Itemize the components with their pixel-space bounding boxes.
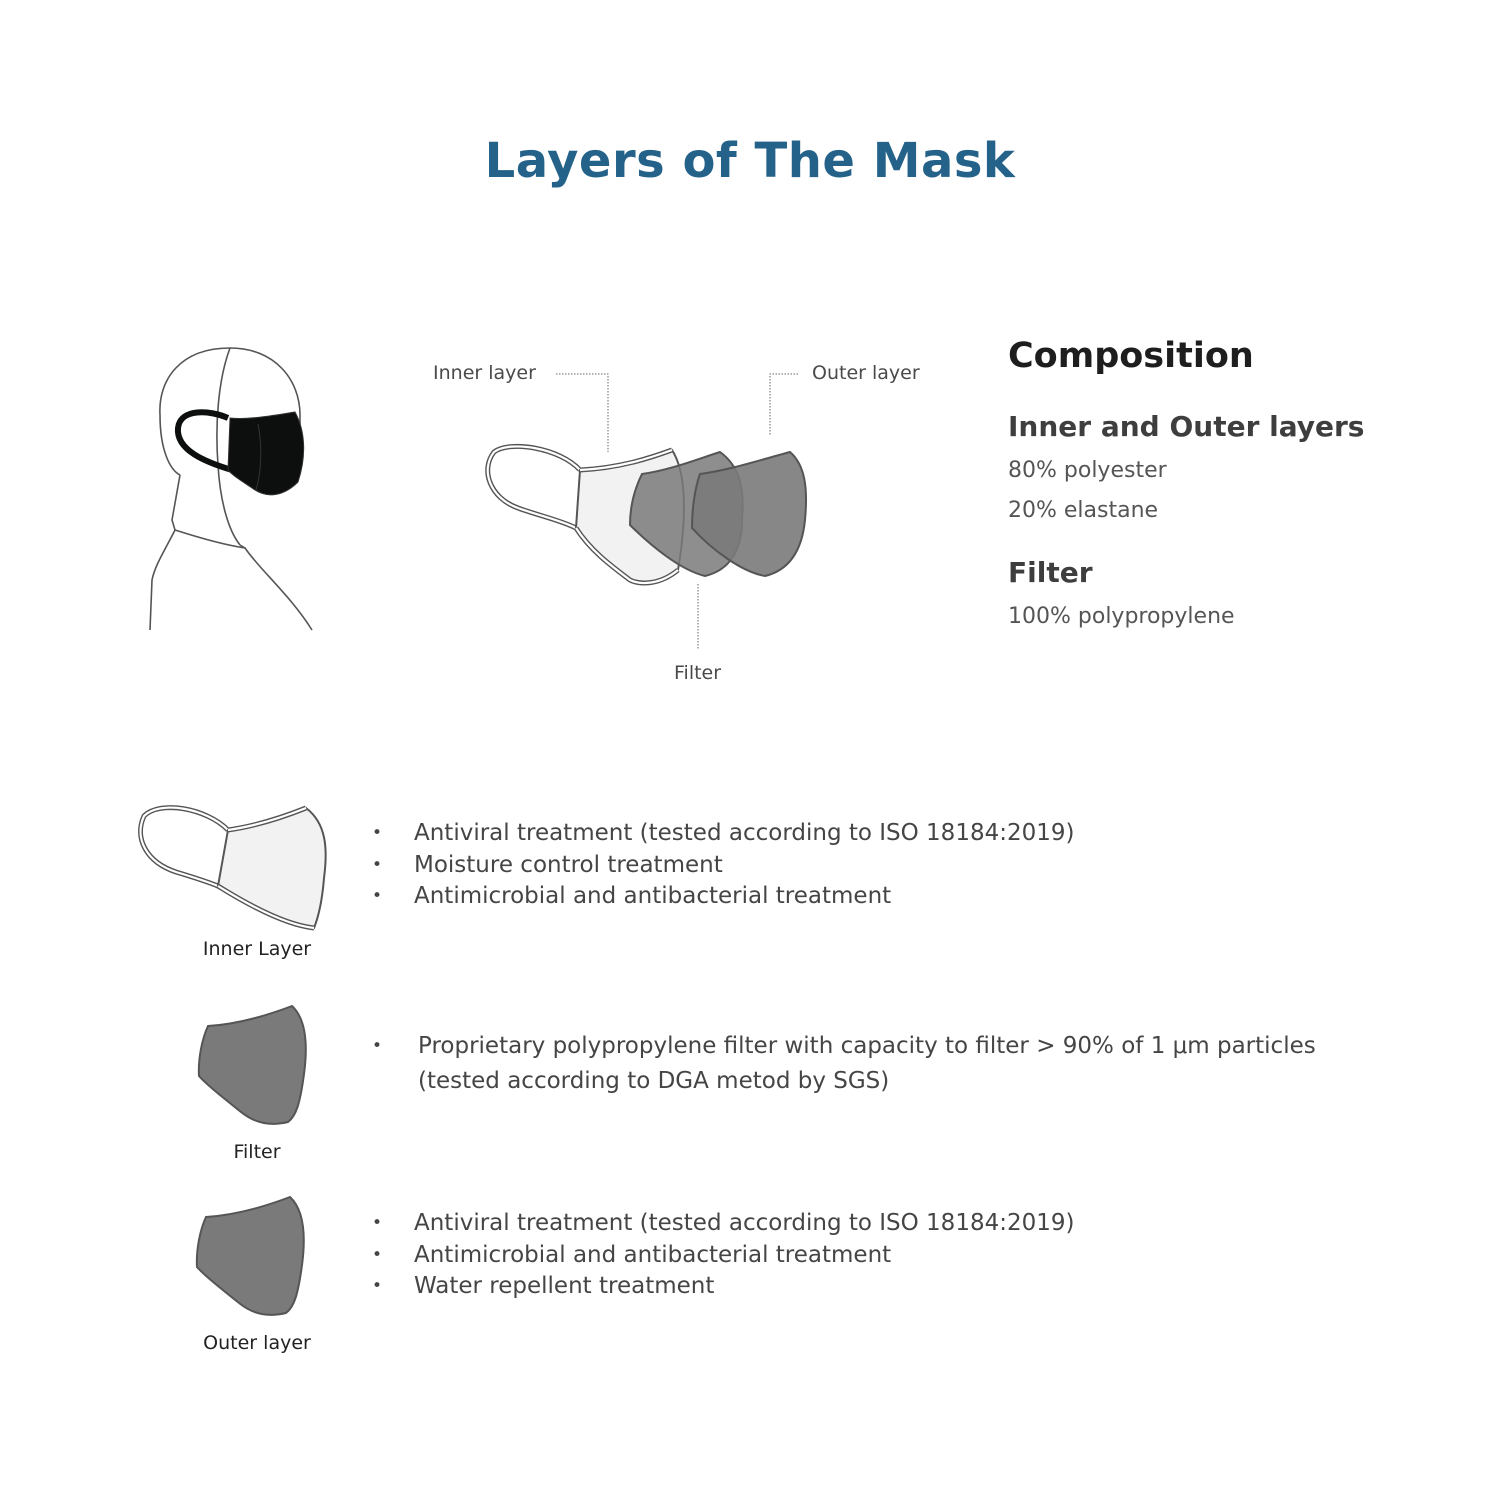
feature-item: • Antiviral treatment (tested according to ISO 18184:2019)	[372, 1208, 1352, 1240]
callout-inner-layer: Inner layer	[433, 362, 536, 384]
composition-item: 100% polypropylene	[1008, 604, 1235, 629]
feature-item: • Antimicrobial and antibacterial treatment	[372, 881, 1352, 913]
composition-item: 80% polyester	[1008, 458, 1167, 483]
feature-item: • Antimicrobial and antibacterial treatment	[372, 1240, 1352, 1272]
feature-item: • Moisture control treatment	[372, 850, 1352, 882]
composition-group-title: Filter	[1008, 556, 1093, 589]
inner-layer-icon-shape	[218, 808, 326, 928]
inner-layer-icon	[136, 798, 331, 938]
callout-outer-layer: Outer layer	[812, 362, 920, 384]
filter-caption: Filter	[233, 1141, 281, 1163]
filter-icon-shape	[199, 1006, 306, 1124]
feature-item: • Antiviral treatment (tested according to ISO 18184:2019)	[372, 818, 1352, 850]
filter-icon	[196, 1004, 311, 1129]
outer-layer-caption: Outer layer	[203, 1332, 311, 1354]
page-title: Layers of The Mask	[484, 133, 1016, 189]
feature-item: • Water repellent treatment	[372, 1271, 1352, 1303]
feature-item: • Proprietary polypropylene filter with capacity to filter > 90% of 1 μm particles (tested according to DGA metod by SGS)	[372, 1029, 1372, 1099]
composition-heading: Composition	[1008, 336, 1254, 376]
outer-layer-icon-shape	[197, 1197, 304, 1315]
inner-layer-caption: Inner Layer	[202, 938, 312, 960]
black-mask-shape	[228, 412, 304, 495]
callout-filter: Filter	[674, 662, 722, 684]
inner-layer-feature-list	[372, 818, 1352, 913]
head-with-mask-illustration	[140, 340, 330, 640]
outer-layer-feature-list	[372, 1208, 1352, 1303]
composition-group-title: Inner and Outer layers	[1008, 410, 1365, 443]
exploded-layers-illustration	[480, 360, 840, 690]
composition-item: 20% elastane	[1008, 498, 1159, 523]
outer-layer-icon	[194, 1195, 309, 1320]
filter-feature-list	[372, 1029, 1372, 1099]
